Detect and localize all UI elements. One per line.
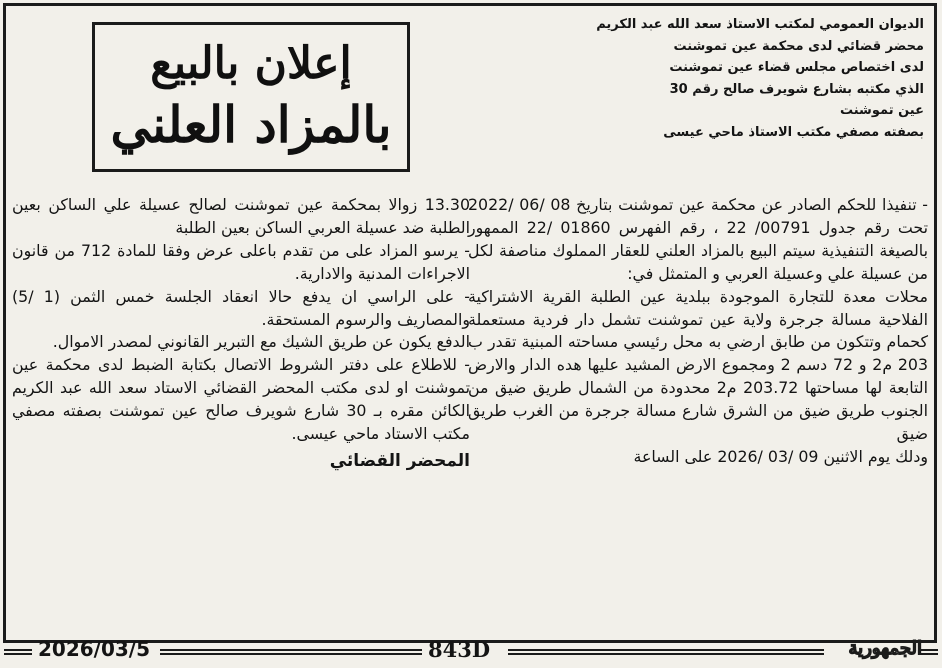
footer-bar <box>0 634 942 668</box>
paragraph-bid-rule: - يرسو المزاد على من تقدم باعلى عرض وفقا للمادة 712 من قانون الاجراءات المدنية والادارية. <box>12 240 470 283</box>
auction-title-box <box>92 22 410 172</box>
office-line-1: الديوان العمومي لمكتب الاستاذ سعد الله عبد الكريم <box>596 17 924 32</box>
title-line-2: بالمزاد العلني <box>110 95 392 154</box>
signature: المحضر القضائي <box>329 450 470 471</box>
office-line-4: الذي مكتبه بشارع شويرف صالح رقم 30 <box>669 81 924 97</box>
newspaper-logo: الجمهورية <box>848 638 922 659</box>
paragraph-payment-method: الدفع يكون عن طريق الشيك مع التبرير القانوني لمصدر الاموال. <box>52 332 470 352</box>
paragraph-time-parties: 13.30 زوالا بمحكمة عين تموشنت لصالح عسيلة علي الساكن بعين الطلبة ضد عسيلة العربي الساكن بعين الطلبة <box>12 195 470 237</box>
office-line-6: بصفته مصفي مكتب الاستاذ ماحي عيسى <box>663 124 924 140</box>
left-text-column <box>12 194 470 473</box>
bailiff-office-header <box>564 14 924 143</box>
footer-rule-3 <box>508 649 824 655</box>
paragraph-date: ودلك يوم الاثنين 09 /03 /2026 على الساعة <box>633 446 928 466</box>
office-line-3: لدى اختصاص مجلس قضاء عين تموشنت <box>669 60 924 75</box>
office-line-2: محضر قضائي لدى محكمة عين تموشنت <box>673 38 924 54</box>
paragraph-contact: - للاطلاع على دفتر الشروط الاتصال بكتابة الضبط لدى محكمة عين تموشنت او لدى مكتب المحضر القضائي الاستاد سعد الله عبد الكريم الكائن مقره بـ 30 شارع شويرف صالح عين تموشنت بصفته مصفي مكتب الاستاد ماحي عيسى. <box>12 355 471 444</box>
paragraph-payment-share: - على الراسي ان يدفع حالا انعقاد الجلسة خمس الثمن (1 /5) والمصاريف والرسوم المستحقة. <box>12 286 471 329</box>
right-text-column <box>468 194 928 469</box>
title-line-1: إعلان بالبيع <box>150 38 352 89</box>
notice-code: 843D <box>428 637 491 662</box>
footer-rule-2 <box>160 649 422 655</box>
paragraph-property: محلات معدة للتجارة الموجودة ببلدية عين الطلبة القرية الاشتراكية الفلاحية مسالة جرجرة ولاية عين تموشنت تشمل دار فردية مستعملة كحمام وتتكون من طابق ارضي به محل رئيسي مساحته المبنية تقدر ب 203 م2 و 72 دسم 2 ومجموع الارض المشيد عليها هده الدار والارض التابعة لها مساحتها 203.72 م2 محدودة من الشمال طريق ضيق من الجنوب طريق ضيق من الشرق شارع مسالة جرجرة من الغرب طريق ضيق <box>468 286 929 444</box>
issue-date: 2026/03/5 <box>38 637 151 661</box>
office-line-5: عين تموشنت <box>839 103 924 118</box>
paragraph-judgment: - تنفيذا للحكم الصادر عن محكمة عين تموشنت بتاريخ 08 /06 /2022 تحت رقم جدول 00791/ 22 ، رقم الفهرس 01860 /22 الممهور بالصيغة التنفيذية سيتم البيع بالمزاد العلني للعقار المملوك مناصفة لكل من عسيلة علي وعسيلة العربي و المتمثل في: <box>468 195 929 283</box>
footer-rule-1 <box>4 649 32 655</box>
